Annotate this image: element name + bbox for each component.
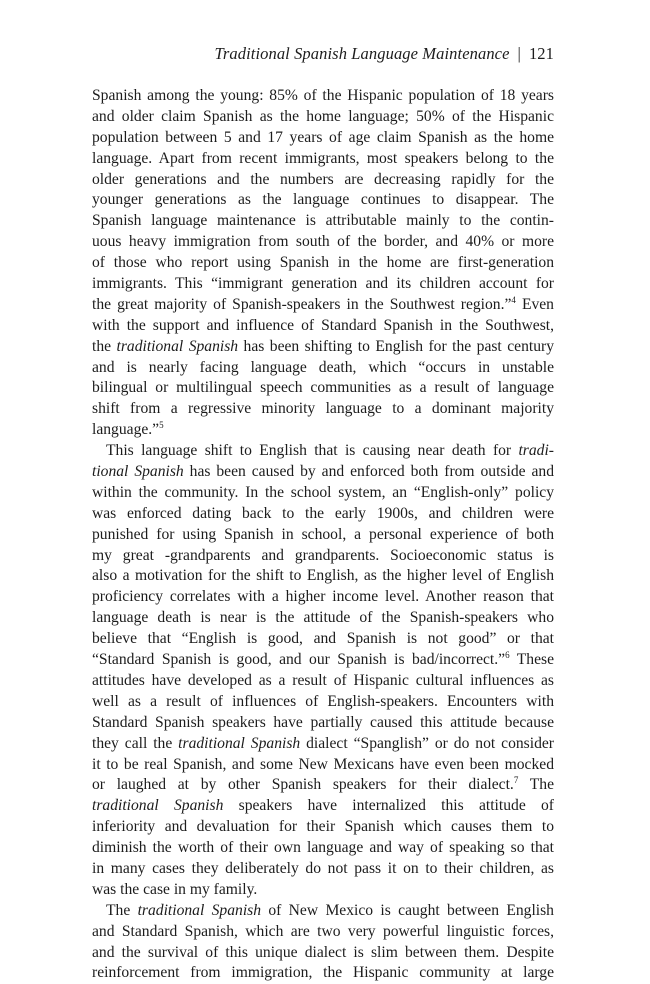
- text-run: believe that “English is good, and Spanish is not good” or that: [92, 630, 554, 648]
- text-run: was the case in my family.: [92, 880, 258, 898]
- text-line: [92, 692, 554, 713]
- text-run: attitudes have developed as a result of Hispanic cultural influences as: [92, 671, 554, 689]
- text-line: [92, 525, 554, 546]
- text-run: dialect “Spanglish” or do not consider: [300, 734, 554, 752]
- text-run: was enforced dating back to the early 1900s, and children were: [92, 504, 554, 522]
- text-run: my great -grandparents and grandparents. Socioeconomic status is: [92, 546, 554, 564]
- text-run: younger generations as the language continues to disappear. The: [92, 191, 554, 209]
- text-run: These: [509, 651, 554, 669]
- emphasis: traditional Spanish: [92, 797, 224, 815]
- text-line: [92, 232, 554, 253]
- text-run: language. Apart from recent immigrants, most speakers belong to the: [92, 149, 554, 167]
- text-run: in many cases they deliberately do not pass it on to their children, as: [92, 859, 554, 877]
- text-run: shift from a regressive minority language to a dominant majority: [92, 400, 554, 418]
- text-line: [92, 713, 554, 734]
- text-line: [92, 566, 554, 587]
- text-line: [92, 399, 554, 420]
- text-line: [92, 274, 554, 295]
- text-run: with the support and influence of Standard Spanish in the Southwest,: [92, 316, 554, 334]
- text-line: [92, 316, 554, 337]
- text-run: punished for using Spanish in school, a personal experience of both: [92, 525, 554, 543]
- text-run: and older claim Spanish as the home language; 50% of the Hispanic: [92, 107, 554, 125]
- text-line: [92, 796, 554, 817]
- text-run: immigrants. This “immigrant generation and its children account for: [92, 275, 554, 293]
- text-run: Standard Spanish speakers have partially caused this attitude because: [92, 713, 554, 731]
- text-run: the: [92, 337, 117, 355]
- footnote-ref: 7: [513, 775, 519, 786]
- text-line: [92, 734, 554, 755]
- text-line: [92, 358, 554, 379]
- text-run: proficiency correlates with a higher income level. Another reason that: [92, 588, 554, 606]
- page-number: 121: [528, 44, 554, 63]
- text-run: Even: [515, 295, 554, 313]
- text-line: [92, 838, 554, 859]
- text-line: [92, 295, 554, 316]
- text-line: [92, 337, 554, 358]
- text-run: of those who report using Spanish in the home are first-generation: [92, 254, 554, 272]
- footnote-ref: 5: [159, 420, 164, 431]
- text-run: of New Mexico is caught between English: [261, 901, 554, 919]
- text-run: The: [106, 901, 138, 919]
- text-run: within the community. In the school system, an “English-only” policy: [92, 483, 554, 501]
- text-run: older generations and the numbers are decreasing rapidly for the: [92, 170, 554, 188]
- text-line: [92, 775, 554, 796]
- text-line: [92, 629, 554, 650]
- text-line: [92, 922, 554, 943]
- text-line: [92, 253, 554, 274]
- text-run: uous heavy immigration from south of the border, and 40% or more: [92, 233, 554, 251]
- text-line: [92, 420, 554, 441]
- text-run: inferiority and devaluation for their Spanish which causes them to: [92, 818, 554, 836]
- text-run: has been caused by and enforced both from outside and: [183, 463, 554, 481]
- text-line: [92, 462, 554, 483]
- text-run: This language shift to English that is causing near death for: [106, 442, 519, 460]
- text-run: and is nearly facing language death, which “occurs in unstable: [92, 358, 554, 376]
- text-run: they call the: [92, 734, 179, 752]
- text-line: [92, 170, 554, 191]
- text-line: [92, 107, 554, 128]
- running-title: Traditional Spanish Language Maintenance: [214, 44, 510, 63]
- text-line: [92, 608, 554, 629]
- text-run: and the survival of this unique dialect is slim between them. Despite: [92, 943, 554, 961]
- text-run: population between 5 and 17 years of age claim Spanish as the home: [92, 128, 554, 146]
- footnote-ref: 4: [511, 294, 516, 305]
- emphasis: tional Spanish: [92, 463, 184, 481]
- header-separator: |: [517, 44, 521, 63]
- text-run: “Standard Spanish is good, and our Spanish is bad/incorrect.”: [92, 651, 506, 669]
- text-line: [92, 441, 554, 462]
- text-run: language.”: [92, 421, 160, 439]
- text-line: [92, 650, 554, 671]
- text-run: The: [518, 776, 554, 794]
- text-run: speakers have internalized this attitude of: [223, 797, 554, 815]
- text-line: [92, 128, 554, 149]
- text-run: diminish the worth of their own language and way of speaking so that: [92, 839, 554, 857]
- text-run: reinforcement from immigration, the Hispanic community at large: [92, 964, 554, 982]
- text-run: has been shifting to English for the past century: [238, 337, 554, 355]
- text-run: Spanish among the young: 85% of the Hispanic population of 18 years: [92, 87, 554, 104]
- emphasis: tradi-: [518, 442, 554, 460]
- footnote-ref: 6: [505, 650, 510, 661]
- text-line: [92, 671, 554, 692]
- running-header: [214, 44, 554, 64]
- text-line: [92, 901, 554, 922]
- text-line: [92, 483, 554, 504]
- text-line: [92, 211, 554, 232]
- text-run: also a motivation for the shift to English, as the higher level of English: [92, 567, 554, 585]
- text-line: [92, 86, 554, 107]
- text-run: it to be real Spanish, and some New Mexicans have even been mocked: [92, 755, 554, 773]
- text-run: bilingual or multilingual speech communities as a result of language: [92, 379, 554, 397]
- text-run: and Standard Spanish, which are two very powerful linguistic forces,: [92, 922, 554, 940]
- text-run: language death is near is the attitude of the Spanish-speakers who: [92, 609, 554, 627]
- emphasis: traditional Spanish: [116, 337, 239, 355]
- text-run: the great majority of Spanish-speakers in the Southwest region.”: [92, 295, 512, 313]
- body-text: [92, 86, 554, 984]
- text-run: or laughed at by other Spanish speakers for their dialect.: [92, 776, 514, 794]
- text-line: [92, 587, 554, 608]
- emphasis: traditional Spanish: [178, 734, 301, 752]
- text-line: [92, 190, 554, 211]
- text-line: [92, 378, 554, 399]
- text-run: Spanish language maintenance is attributable mainly to the contin-: [92, 212, 554, 230]
- text-run: well as a result of influences of English-speakers. Encounters with: [92, 692, 554, 710]
- emphasis: traditional Spanish: [137, 901, 262, 919]
- text-line: [92, 755, 554, 776]
- text-line: [92, 859, 554, 880]
- text-line: [92, 943, 554, 964]
- text-line: [92, 963, 554, 984]
- text-line: [92, 149, 554, 170]
- text-line: [92, 546, 554, 567]
- text-line: [92, 504, 554, 525]
- text-line: [92, 880, 554, 901]
- text-line: [92, 817, 554, 838]
